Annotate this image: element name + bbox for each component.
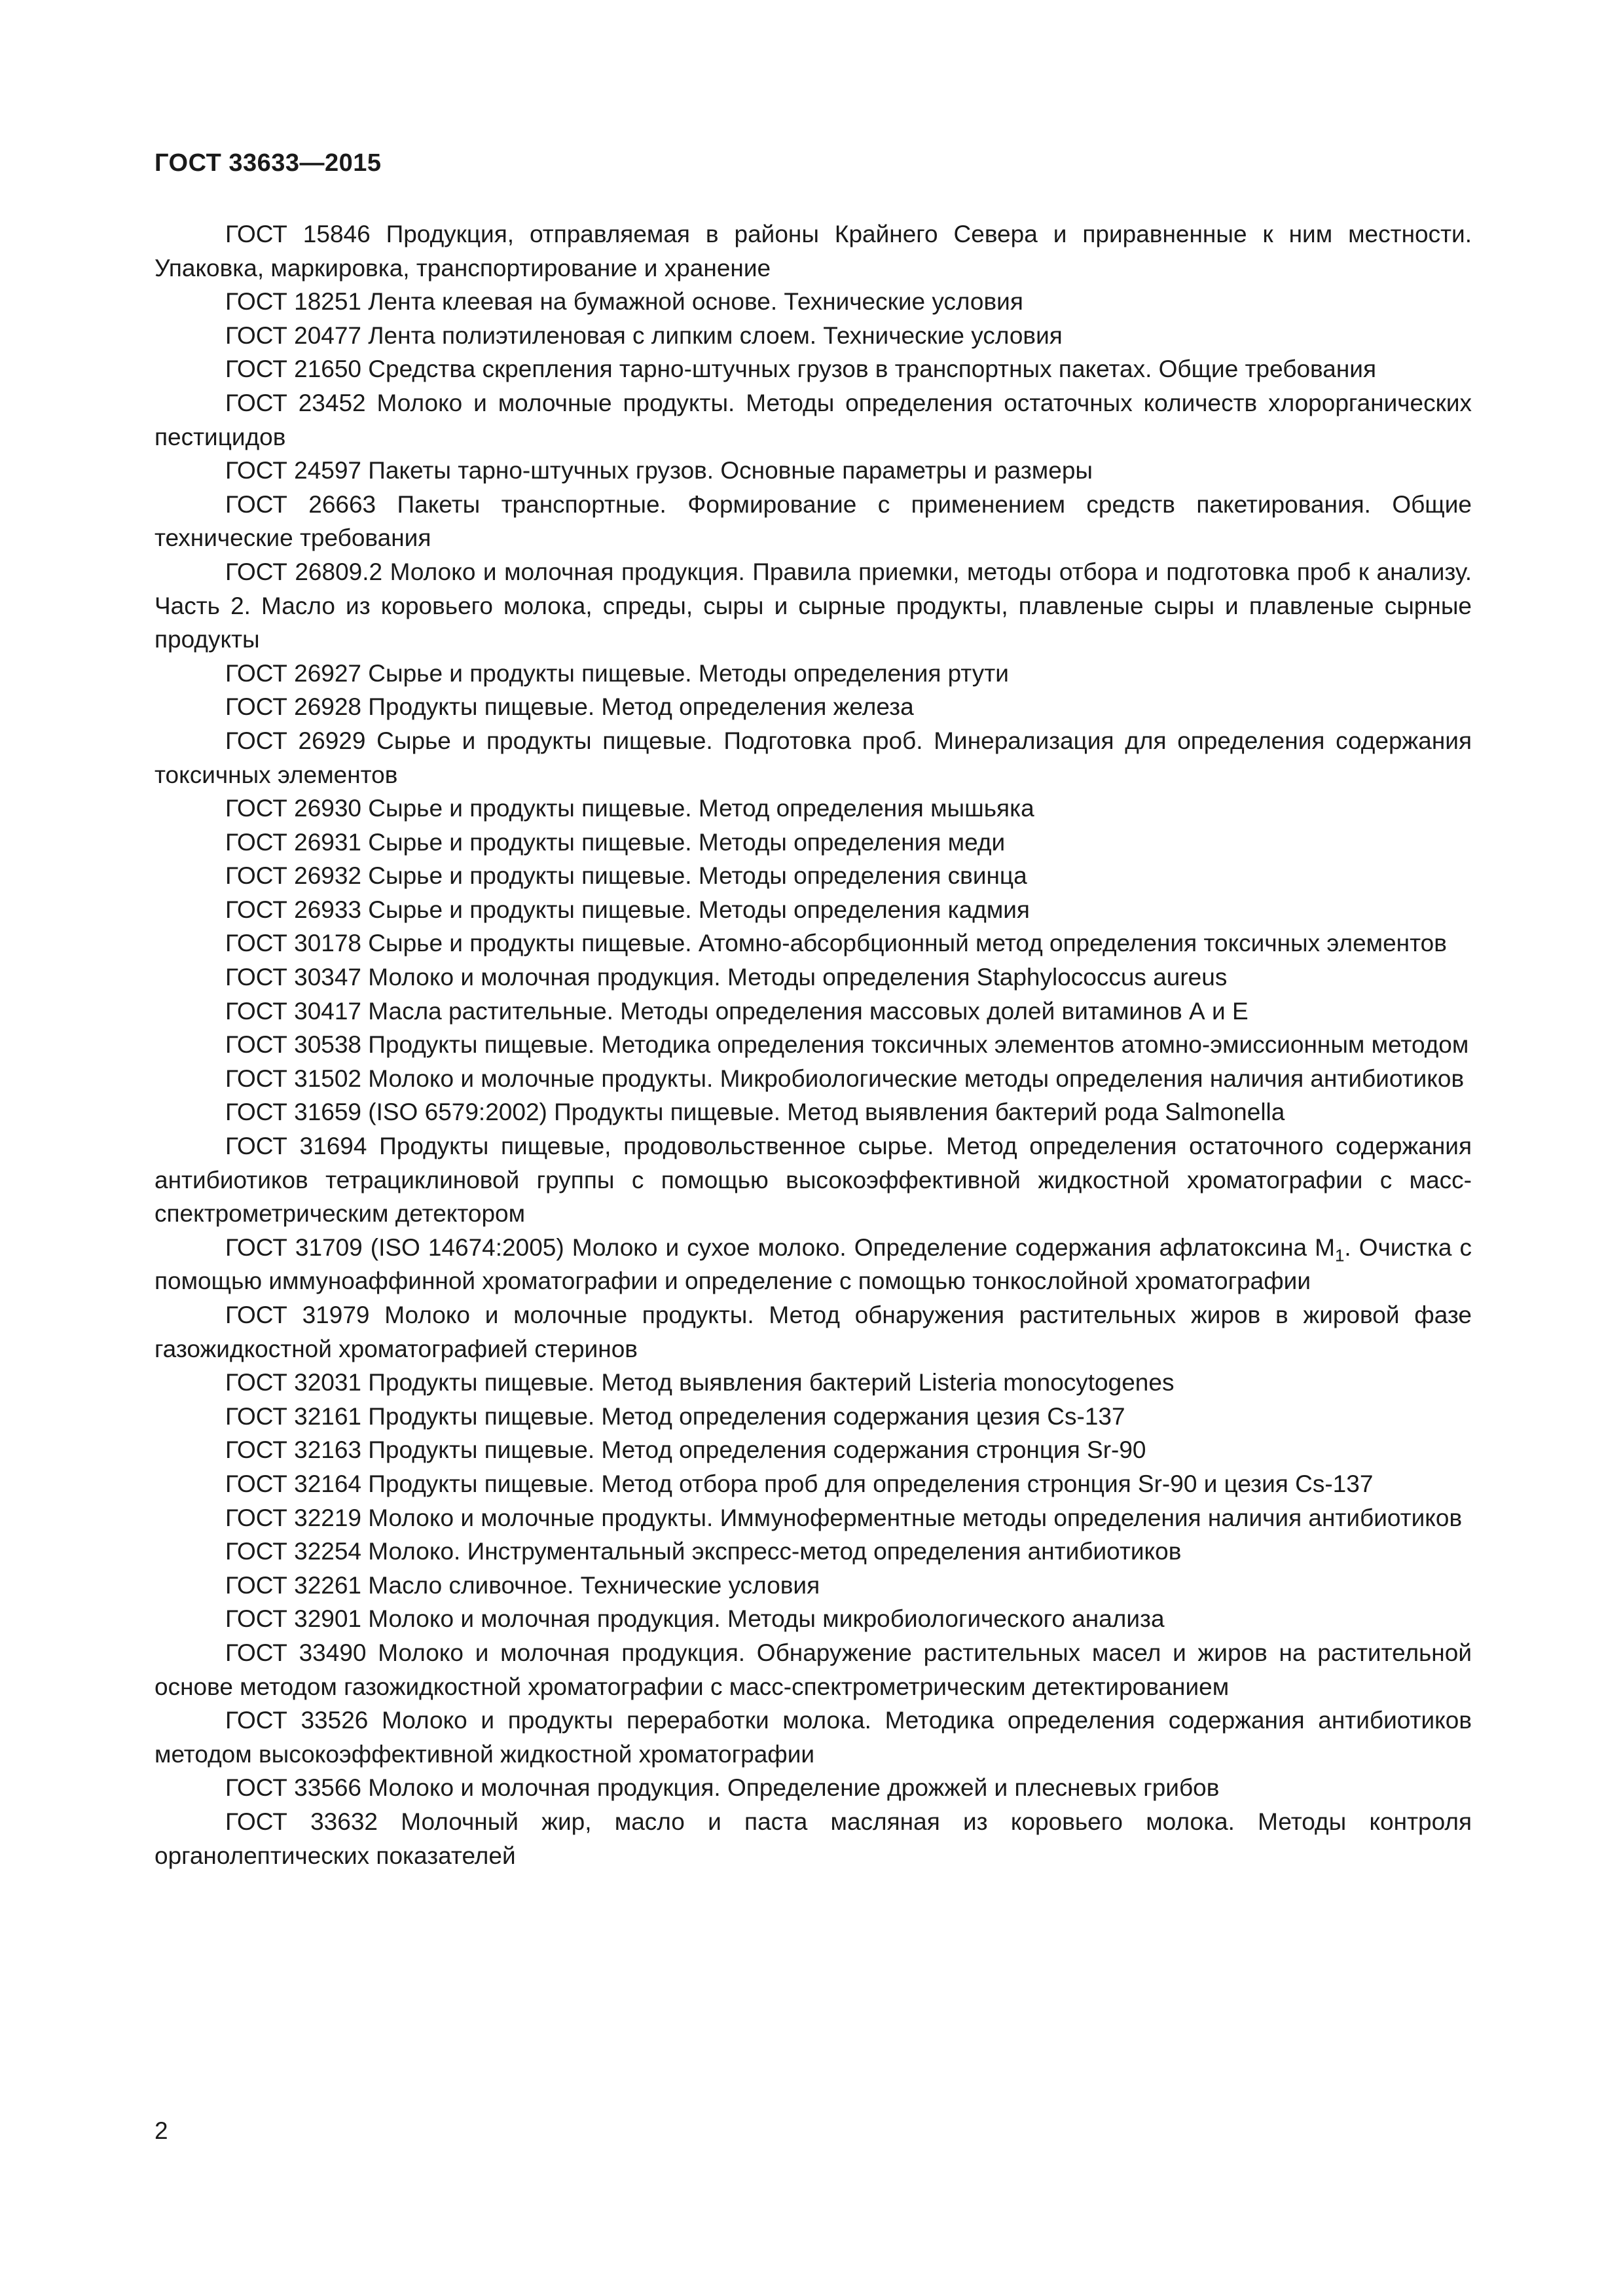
reference-item: ГОСТ 31659 (ISO 6579:2002) Продукты пищевые. Метод выявления бактерий рода Salmonella [225,1099,1285,1126]
reference-item: ГОСТ 20477 Лента полиэтиленовая с липким слоем. Технические условия [225,321,1063,349]
subscript-index: 1 [1334,1245,1345,1266]
reference-item: ГОСТ 31979 Молоко и молочные продукты. Метод обнаружения растительных жиров в жировой фазе газожидкостной хроматографией стеринов [155,1302,1472,1362]
reference-item: ГОСТ 30347 Молоко и молочная продукция. Методы определения Staphylococcus aureus [225,964,1228,991]
reference-item: ГОСТ 26809.2 Молоко и молочная продукция. Правила приемки, методы отбора и подготовка проб к анализу. Часть 2. Масло из коровьего молока, спреды, сыры и сырные продукты, плавленые сыры и плавленые сырные продукты [155,558,1472,653]
reference-31709-text: ГОСТ 31709 (ISO 14674:2005) Молоко и сухое молоко. Определение содержания афлатоксина M [225,1233,1335,1261]
reference-item: ГОСТ 26931 Сырье и продукты пищевые. Методы определения меди [225,828,1006,856]
page-number: 2 [155,2117,168,2144]
normative-references-list [155,217,1472,1872]
reference-item: ГОСТ 30178 Сырье и продукты пищевые. Атомно-абсорбционный метод определения токсичных элементов [225,930,1447,957]
reference-item: ГОСТ 32164 Продукты пищевые. Метод отбора проб для определения стронция Sr-90 и цезия Cs-137 [225,1470,1374,1497]
reference-item: ГОСТ 31502 Молоко и молочные продукты. Микробиологические методы определения наличия антибиотиков [225,1065,1465,1092]
reference-item: ГОСТ 21650 Средства скрепления тарно-штучных грузов в транспортных пакетах. Общие требования [225,355,1376,383]
reference-item: ГОСТ 32161 Продукты пищевые. Метод определения содержания цезия Cs-137 [225,1402,1125,1430]
reference-item: ГОСТ 26932 Сырье и продукты пищевые. Методы определения свинца [225,862,1027,890]
document-header: ГОСТ 33633—2015 [155,149,382,177]
reference-item: ГОСТ 26930 Сырье и продукты пищевые. Метод определения мышьяка [225,795,1034,822]
reference-item: ГОСТ 31694 Продукты пищевые, продовольственное сырье. Метод определения остаточного содержания антибиотиков тетрациклиновой группы с помощью высокоэффективной жидкостной хроматографии с масс-спектрометрическим детектором [155,1133,1472,1228]
reference-item: ГОСТ 33490 Молоко и молочная продукция. Обнаружение растительных масел и жиров на растительной основе методом газожидкостной хроматографии с масс-спектрометрическим детектированием [155,1639,1472,1700]
reference-item: ГОСТ 24597 Пакеты тарно-штучных грузов. Основные параметры и размеры [225,457,1093,484]
reference-item: ГОСТ 30417 Масла растительные. Методы определения массовых долей витаминов А и Е [225,997,1249,1025]
reference-item: ГОСТ 33526 Молоко и продукты переработки молока. Методика определения содержания антибиотиков методом высокоэффективной жидкостной хроматографии [155,1707,1472,1768]
reference-item: ГОСТ 33632 Молочный жир, масло и паста масляная из коровьего молока. Методы контроля органолептических показателей [155,1808,1472,1869]
reference-item: ГОСТ 26933 Сырье и продукты пищевые. Методы определения кадмия [225,896,1030,923]
reference-item: ГОСТ 32261 Масло сливочное. Технические условия [225,1571,820,1599]
reference-item: ГОСТ 26663 Пакеты транспортные. Формирование с применением средств пакетирования. Общие технические требования [155,490,1472,552]
reference-item: ГОСТ 18251 Лента клеевая на бумажной основе. Технические условия [225,288,1023,316]
reference-item: ГОСТ 23452 Молоко и молочные продукты. Методы определения остаточных количеств хлорорганических пестицидов [155,389,1472,450]
reference-item: ГОСТ 26928 Продукты пищевые. Метод определения железа [225,693,914,721]
reference-31709-text-continued: . Очистка с помощью иммуноаффинной хроматографии и определение с помощью тонкослойной хроматографии [155,1233,1472,1295]
reference-item: ГОСТ 33566 Молоко и молочная продукция. Определение дрожжей и плесневых грибов [225,1774,1220,1802]
reference-item: ГОСТ 26929 Сырье и продукты пищевые. Подготовка проб. Минерализация для определения содержания токсичных элементов [155,727,1472,788]
reference-item: ГОСТ 15846 Продукция, отправляемая в районы Крайнего Севера и приравненные к ним местности. Упаковка, маркировка, транспортирование и хранение [155,221,1472,282]
reference-item: ГОСТ 32901 Молоко и молочная продукция. Методы микробиологического анализа [225,1605,1165,1633]
reference-item: ГОСТ 32254 Молоко. Инструментальный экспресс-метод определения антибиотиков [225,1538,1182,1565]
reference-item: ГОСТ 26927 Сырье и продукты пищевые. Методы определения ртути [225,659,1009,687]
reference-item: ГОСТ 30538 Продукты пищевые. Методика определения токсичных элементов атомно-эмиссионным методом [225,1031,1469,1059]
reference-item-31709 [155,1231,1472,1298]
reference-item: ГОСТ 32163 Продукты пищевые. Метод определения содержания стронция Sr-90 [225,1436,1146,1464]
reference-item: ГОСТ 32219 Молоко и молочные продукты. Иммуноферментные методы определения наличия антибиотиков [225,1504,1463,1531]
reference-item: ГОСТ 32031 Продукты пищевые. Метод выявления бактерий Listeria monocytogenes [225,1369,1175,1396]
